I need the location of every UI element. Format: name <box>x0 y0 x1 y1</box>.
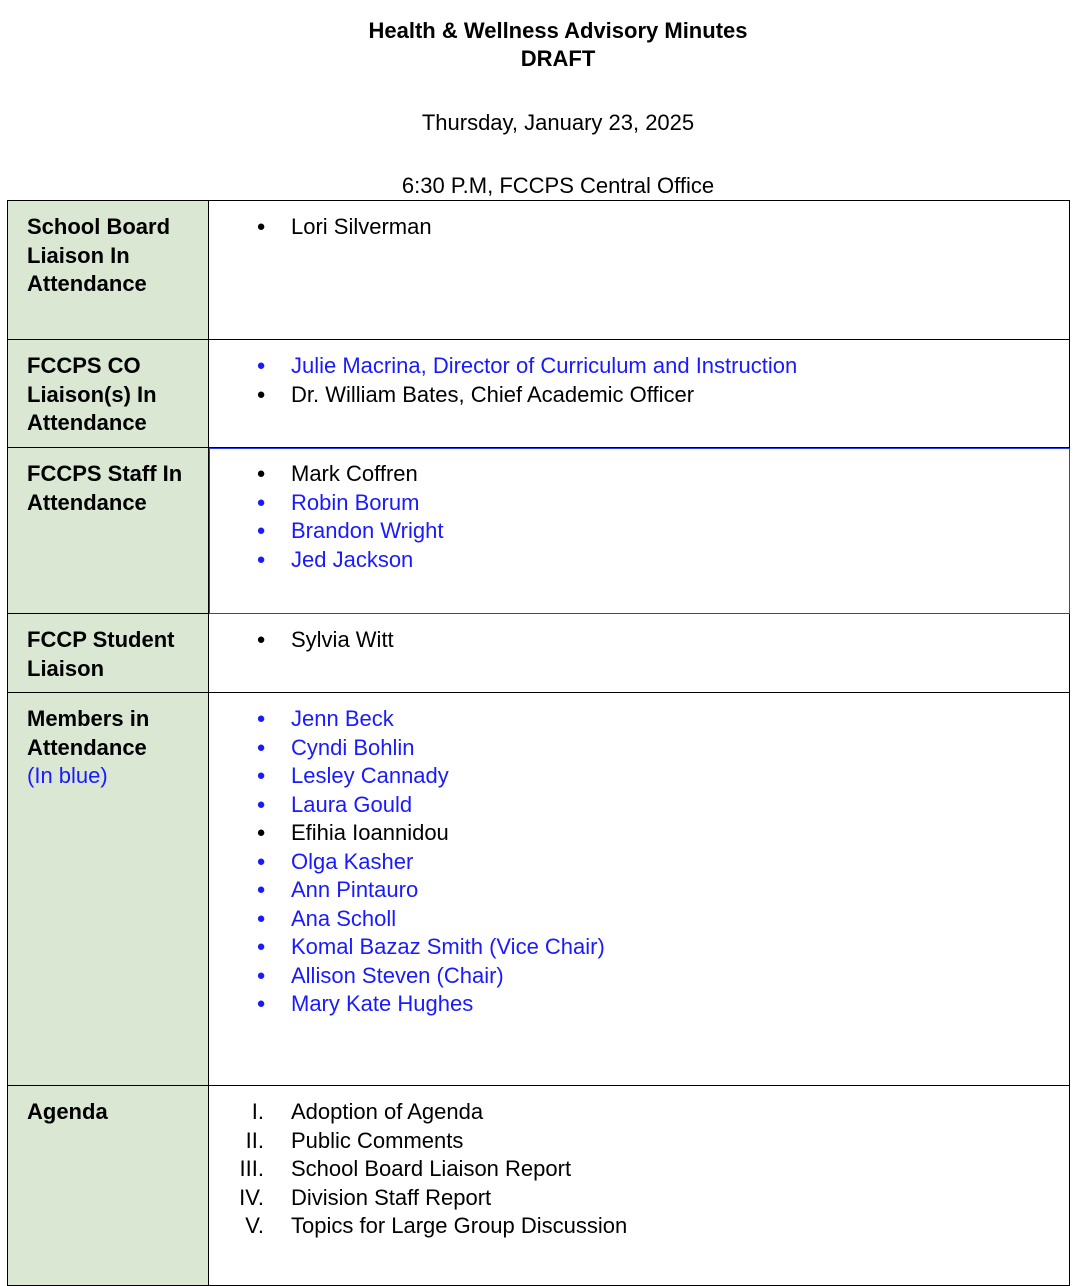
bullet-icon: ● <box>256 738 266 756</box>
bullet-icon: ● <box>256 966 266 984</box>
attendee-name: Lesley Cannady <box>291 763 449 788</box>
row-label-cell[interactable] <box>8 614 209 693</box>
attendee-list <box>209 213 1069 242</box>
attendee-name: Komal Bazaz Smith (Vice Chair) <box>291 934 605 959</box>
agenda-numeral: IV. <box>239 1184 264 1210</box>
row-label: FCCP Student Liaison <box>27 627 175 681</box>
row-content-cell[interactable] <box>209 448 1070 614</box>
minutes-table <box>7 200 1070 1286</box>
row-label: FCCPS Staff In Attendance <box>27 461 183 515</box>
bullet-icon: ● <box>256 938 266 955</box>
agenda-item-text: Topics for Large Group Discussion <box>291 1213 628 1238</box>
list-item[interactable] <box>209 819 1069 848</box>
list-item[interactable] <box>209 734 1069 763</box>
table-row <box>8 340 1070 448</box>
agenda-item[interactable] <box>209 1212 1069 1241</box>
bullet-icon: ● <box>256 631 266 648</box>
bullet-icon: ● <box>256 493 266 511</box>
attendee-name: Jenn Beck <box>291 706 394 731</box>
list-item[interactable] <box>209 352 1069 381</box>
attendee-name: Olga Kasher <box>291 848 414 874</box>
table-row <box>8 201 1070 340</box>
bullet-icon: ● <box>256 795 266 813</box>
agenda-item[interactable] <box>209 1155 1069 1184</box>
attendee-name: Allison Steven (Chair) <box>291 962 504 988</box>
attendee-name: Jed Jackson <box>291 546 414 572</box>
row-label: School Board Liaison In Attendance <box>27 214 171 296</box>
agenda-list <box>209 1098 1069 1241</box>
table-row <box>8 448 1070 614</box>
table-row <box>8 614 1070 693</box>
attendee-name: Brandon Wright <box>291 518 444 543</box>
bullet-icon: ● <box>256 465 266 482</box>
list-item[interactable] <box>209 848 1069 877</box>
attendee-list <box>209 705 1069 1019</box>
agenda-item[interactable] <box>209 1184 1069 1213</box>
bullet-icon: ● <box>256 357 266 374</box>
row-label-cell[interactable] <box>8 201 209 340</box>
attendee-list <box>209 626 1069 655</box>
attendee-name: Efihia Ioannidou <box>291 820 449 845</box>
attendee-name: Mark Coffren <box>291 461 418 486</box>
row-label-cell[interactable] <box>8 340 209 448</box>
agenda-numeral: II. <box>245 1127 264 1153</box>
meeting-time-location: 6:30 P.M, FCCPS Central Office <box>401 173 715 198</box>
attendee-name: Dr. William Bates, Chief Academic Officer <box>291 381 695 407</box>
document-title-block <box>0 17 1078 73</box>
row-label-cell[interactable] <box>8 1086 209 1286</box>
list-item[interactable] <box>209 489 1069 518</box>
row-sublabel: (In blue) <box>27 763 108 788</box>
attendee-name: Sylvia Witt <box>291 627 394 652</box>
attendee-list <box>209 352 1069 409</box>
bullet-icon: ● <box>256 550 266 568</box>
bullet-icon: ● <box>256 522 266 539</box>
bullet-icon: ● <box>256 995 266 1012</box>
list-item[interactable] <box>209 626 1069 655</box>
agenda-item[interactable] <box>209 1098 1069 1127</box>
bullet-icon: ● <box>256 852 266 870</box>
attendee-name: Cyndi Bohlin <box>291 734 415 760</box>
bullet-icon: ● <box>256 881 266 898</box>
list-item[interactable] <box>209 762 1069 791</box>
row-content-cell[interactable] <box>209 340 1070 448</box>
list-item[interactable] <box>209 705 1069 734</box>
bullet-icon: ● <box>256 385 266 403</box>
agenda-item-text: Adoption of Agenda <box>291 1099 484 1124</box>
list-item[interactable] <box>209 876 1069 905</box>
attendee-list <box>209 460 1069 574</box>
document-title: Health & Wellness Advisory Minutes <box>368 18 748 43</box>
row-content-cell[interactable] <box>209 693 1070 1086</box>
list-item[interactable] <box>209 213 1069 242</box>
table-row <box>8 1086 1070 1286</box>
list-item[interactable] <box>209 791 1069 820</box>
row-content-cell[interactable] <box>209 201 1070 340</box>
bullet-icon: ● <box>256 909 266 927</box>
list-item[interactable] <box>209 962 1069 991</box>
list-item[interactable] <box>209 460 1069 489</box>
row-label: Agenda <box>27 1099 108 1124</box>
row-label: FCCPS CO Liaison(s) In Attendance <box>27 353 157 435</box>
agenda-numeral: V. <box>245 1213 264 1238</box>
agenda-numeral: III. <box>239 1156 264 1181</box>
attendee-name: Ana Scholl <box>291 905 397 931</box>
list-item[interactable] <box>209 933 1069 962</box>
row-label: Members in Attendance <box>27 706 150 760</box>
list-item[interactable] <box>209 990 1069 1019</box>
agenda-item-text: Public Comments <box>291 1127 464 1153</box>
attendee-name: Laura Gould <box>291 791 413 817</box>
list-item[interactable] <box>209 381 1069 410</box>
bullet-icon: ● <box>256 710 266 727</box>
row-content-cell[interactable] <box>209 1086 1070 1286</box>
agenda-item[interactable] <box>209 1127 1069 1156</box>
agenda-item-text: School Board Liaison Report <box>291 1156 572 1181</box>
list-item[interactable] <box>209 905 1069 934</box>
attendee-name: Robin Borum <box>291 489 420 515</box>
bullet-icon: ● <box>256 218 266 235</box>
bullet-icon: ● <box>256 824 266 841</box>
list-item[interactable] <box>209 546 1069 575</box>
row-content-cell[interactable] <box>209 614 1070 693</box>
attendee-name: Lori Silverman <box>291 214 432 239</box>
row-label-cell[interactable] <box>8 693 209 1086</box>
list-item[interactable] <box>209 517 1069 546</box>
bullet-icon: ● <box>256 767 266 784</box>
agenda-item-text: Division Staff Report <box>291 1184 492 1210</box>
attendee-name: Julie Macrina, Director of Curriculum and Instruction <box>291 353 798 378</box>
row-label-cell[interactable] <box>8 448 209 614</box>
agenda-numeral: I. <box>251 1099 264 1124</box>
attendee-name: Mary Kate Hughes <box>291 991 474 1016</box>
meeting-date: Thursday, January 23, 2025 <box>421 110 695 135</box>
table-row <box>8 693 1070 1086</box>
draft-label: DRAFT <box>520 46 596 71</box>
attendee-name: Ann Pintauro <box>291 877 419 902</box>
